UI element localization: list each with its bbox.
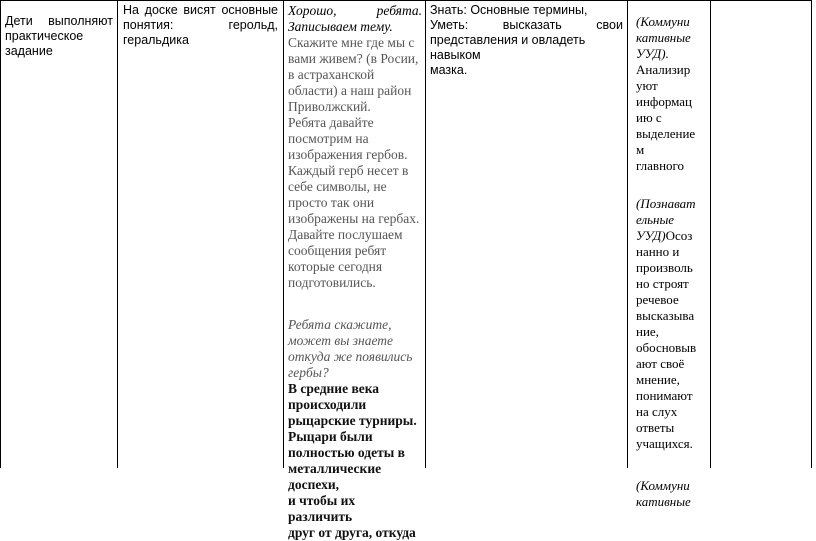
column-divider-3 [283,0,284,468]
answer-line: Рыцари были [288,429,373,444]
table-top-border [0,0,812,1]
question-line: Ребята скажите, [288,317,392,332]
teacher-intro-line-1: Хорошо, ребята. [288,3,422,18]
uud-text-line: произволь [636,260,693,275]
teacher-body-line: области) а наш район [288,83,412,98]
board-line-1: На доске висят основные [123,3,278,17]
uud-text-line: речевое [636,292,679,307]
uud-text-line: уют [636,78,658,93]
uud-block-2-heading [636,196,710,244]
teacher-body-line: сообщения ребят [288,243,387,258]
question-line: гербы? [288,365,329,380]
teacher-intro-line-2: Записываем тему. [288,19,393,34]
teacher-body-line: в астраханской [288,67,375,82]
uud-heading-line: кативные [636,30,691,45]
teacher-body-line: изображены на гербах. [288,211,420,226]
uud-text-line: на слух [636,404,678,419]
uud-block-1-text [636,62,710,174]
uud-text-line: нанно и [636,244,680,259]
uud-heading-line: (Коммуни [636,14,690,29]
uud-text-line: ию с [636,110,662,125]
question-line: откуда же появились [288,349,413,364]
uud-text-line: понимают [636,388,693,403]
teacher-body-line: изображения гербов. [288,147,408,162]
student-answer [288,381,422,541]
teacher-body-line: посмотрим на [288,131,369,146]
board-concepts-cell [123,3,278,48]
outcomes-line-1: Знать: Основные термины, [430,3,588,17]
column-divider-5 [627,0,628,468]
uud-text-line: ние, [636,324,659,339]
teacher-body-line: Приволжский. [288,99,371,114]
column-divider-7 [811,0,812,468]
question-line: может вы знаете [288,333,393,348]
column-divider-2 [117,0,118,468]
column-divider-1 [0,0,1,468]
teacher-dialogue-cell [288,3,422,541]
uud-text-line: выделение [636,126,696,141]
uud-text-line: Анализир [636,62,691,77]
uud-heading-line: кативные [636,494,691,509]
teacher-body-line: Давайте послушаем [288,227,403,242]
answer-line: рыцарские турниры. [288,413,417,428]
uud-text-tail: Осоз [665,228,693,243]
spacer [636,452,710,478]
teacher-body-line: которые сегодня [288,259,383,274]
teacher-body-line: просто так они [288,195,375,210]
uud-block-3-heading [636,478,710,510]
teacher-body-line: вами живем? (в Росии, [288,51,419,66]
uud-cell [636,14,710,510]
uud-text-line: ают своё [636,356,685,371]
uud-text-line: но строят [636,276,689,291]
answer-line: происходили [288,397,367,412]
outcomes-cell [430,3,623,78]
uud-block-2-text [636,244,710,452]
uud-heading-line: ельные [636,212,675,227]
teacher-body-line: Каждый герб несет в [288,163,409,178]
teacher-explanation [288,35,422,291]
uud-heading-line: (Познават [636,196,696,211]
uud-text-line: мнение, [636,372,680,387]
uud-heading-line-mixed [636,228,710,244]
teacher-body-line: подготовились. [288,275,376,290]
uud-heading-line: УУД). [636,46,669,61]
teacher-body-line: Скажите мне где мы с [288,35,415,50]
activity-line-2: практическое [5,29,84,43]
activity-line-3: задание [5,44,53,58]
uud-heading-line: (Коммуни [636,478,690,493]
board-line-2: понятия: герольд, [123,18,278,32]
spacer [636,174,710,196]
uud-text-line: м [636,142,645,157]
board-line-3: геральдика [123,33,189,47]
uud-block-1-heading [636,14,710,62]
uud-text-line: главного [636,158,685,173]
outcomes-line-3: представления и овладеть навыком [430,33,586,62]
uud-text-line: высказыва [636,308,695,323]
column-divider-4 [425,0,426,468]
answer-line: В средние века [288,381,380,396]
outcomes-line-2: Уметь: высказать свои [430,18,623,32]
answer-line: друг от друга, откуда [288,525,416,540]
teacher-question [288,317,422,381]
teacher-body-line: себе символы, не [288,179,387,194]
uud-text-line: учащихся. [636,436,693,451]
answer-line: и чтобы их различить [288,493,356,524]
uud-text-line: информац [636,94,693,109]
uud-text-line: ответы [636,420,675,435]
uud-heading-text: УУД) [636,228,666,243]
answer-line: металлические доспехи, [288,461,382,492]
activity-line-1: Дети выполняют [5,14,113,28]
uud-text-line: обосновыв [636,340,697,355]
column-divider-6 [710,0,711,468]
answer-line: полностью одеты в [288,445,405,460]
spacer [288,291,422,307]
teacher-body-line: Ребята давайте [288,115,374,130]
activity-cell [5,14,113,59]
outcomes-line-4: мазка. [430,63,468,77]
